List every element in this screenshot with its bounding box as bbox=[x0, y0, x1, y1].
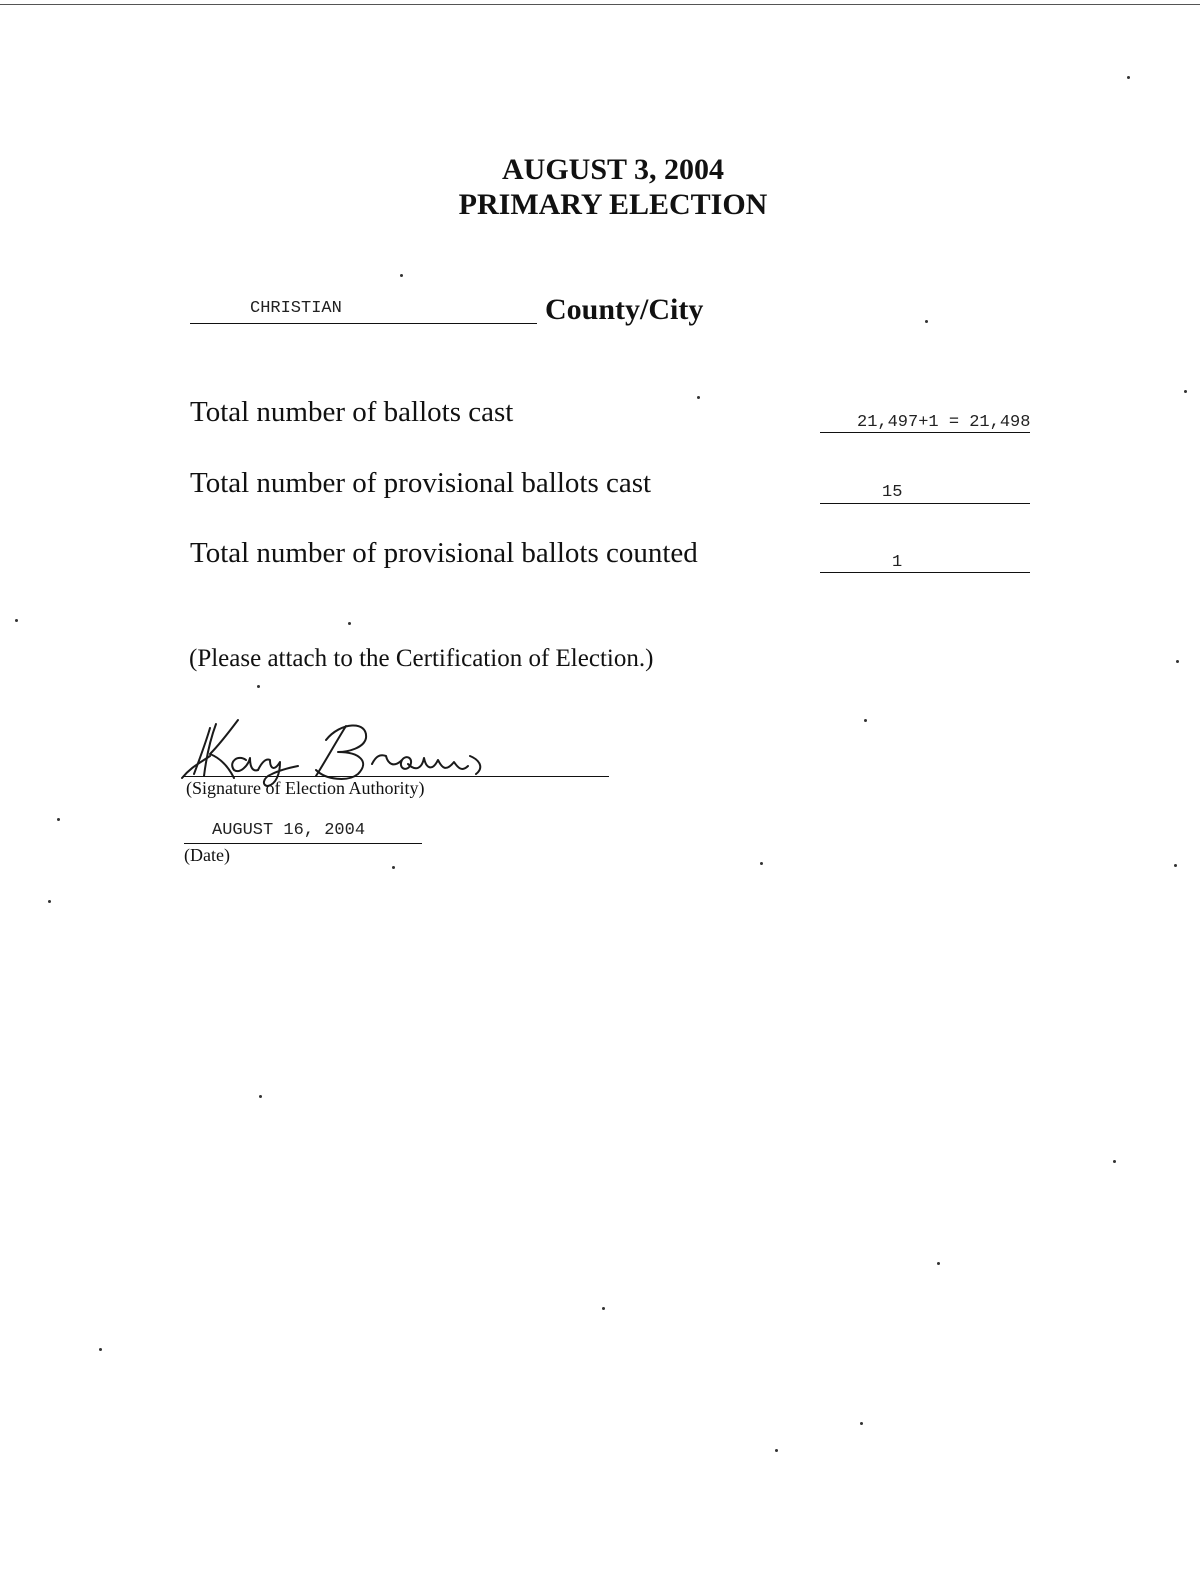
scan-speck bbox=[1174, 864, 1177, 867]
election-date-heading: AUGUST 3, 2004 bbox=[502, 153, 724, 186]
attach-instruction: (Please attach to the Certification of Election.) bbox=[189, 645, 654, 672]
county-value: CHRISTIAN bbox=[250, 299, 342, 318]
scan-speck bbox=[937, 1262, 940, 1265]
scan-speck bbox=[1127, 76, 1130, 79]
scan-speck bbox=[775, 1449, 778, 1452]
scan-speck bbox=[697, 396, 700, 399]
county-city-label: County/City bbox=[545, 293, 704, 326]
scan-speck bbox=[257, 685, 260, 688]
scan-speck bbox=[48, 900, 51, 903]
provisional-cast-underline bbox=[820, 503, 1030, 504]
page-top-edge bbox=[0, 4, 1200, 5]
scan-speck bbox=[392, 866, 395, 869]
scan-speck bbox=[1184, 390, 1187, 393]
ballots-cast-underline bbox=[820, 432, 1030, 433]
scan-speck bbox=[15, 619, 18, 622]
ballots-cast-label: Total number of ballots cast bbox=[190, 396, 514, 428]
date-label: (Date) bbox=[184, 845, 230, 865]
scan-speck bbox=[259, 1095, 262, 1098]
scan-speck bbox=[99, 1348, 102, 1351]
provisional-counted-underline bbox=[820, 572, 1030, 573]
provisional-cast-label: Total number of provisional ballots cast bbox=[190, 467, 652, 499]
provisional-counted-label: Total number of provisional ballots counted bbox=[190, 537, 698, 569]
scan-speck bbox=[57, 818, 60, 821]
scan-speck bbox=[1176, 660, 1179, 663]
county-underline bbox=[190, 323, 537, 324]
scan-speck bbox=[860, 1422, 863, 1425]
scan-speck bbox=[925, 320, 928, 323]
election-type-heading: PRIMARY ELECTION bbox=[458, 188, 768, 221]
provisional-counted-value: 1 bbox=[892, 553, 903, 572]
scan-speck bbox=[1113, 1160, 1116, 1163]
scan-speck bbox=[602, 1307, 605, 1310]
scan-speck bbox=[760, 862, 763, 865]
date-underline bbox=[184, 843, 422, 844]
scan-speck bbox=[400, 274, 403, 277]
provisional-cast-value: 15 bbox=[882, 483, 903, 502]
scan-speck bbox=[348, 622, 351, 625]
date-value: AUGUST 16, 2004 bbox=[212, 821, 366, 840]
signature-underline bbox=[183, 776, 609, 777]
ballots-cast-value: 21,497+1 = 21,498 bbox=[857, 413, 1031, 432]
signature-label: (Signature of Election Authority) bbox=[186, 778, 425, 798]
scan-speck bbox=[864, 719, 867, 722]
